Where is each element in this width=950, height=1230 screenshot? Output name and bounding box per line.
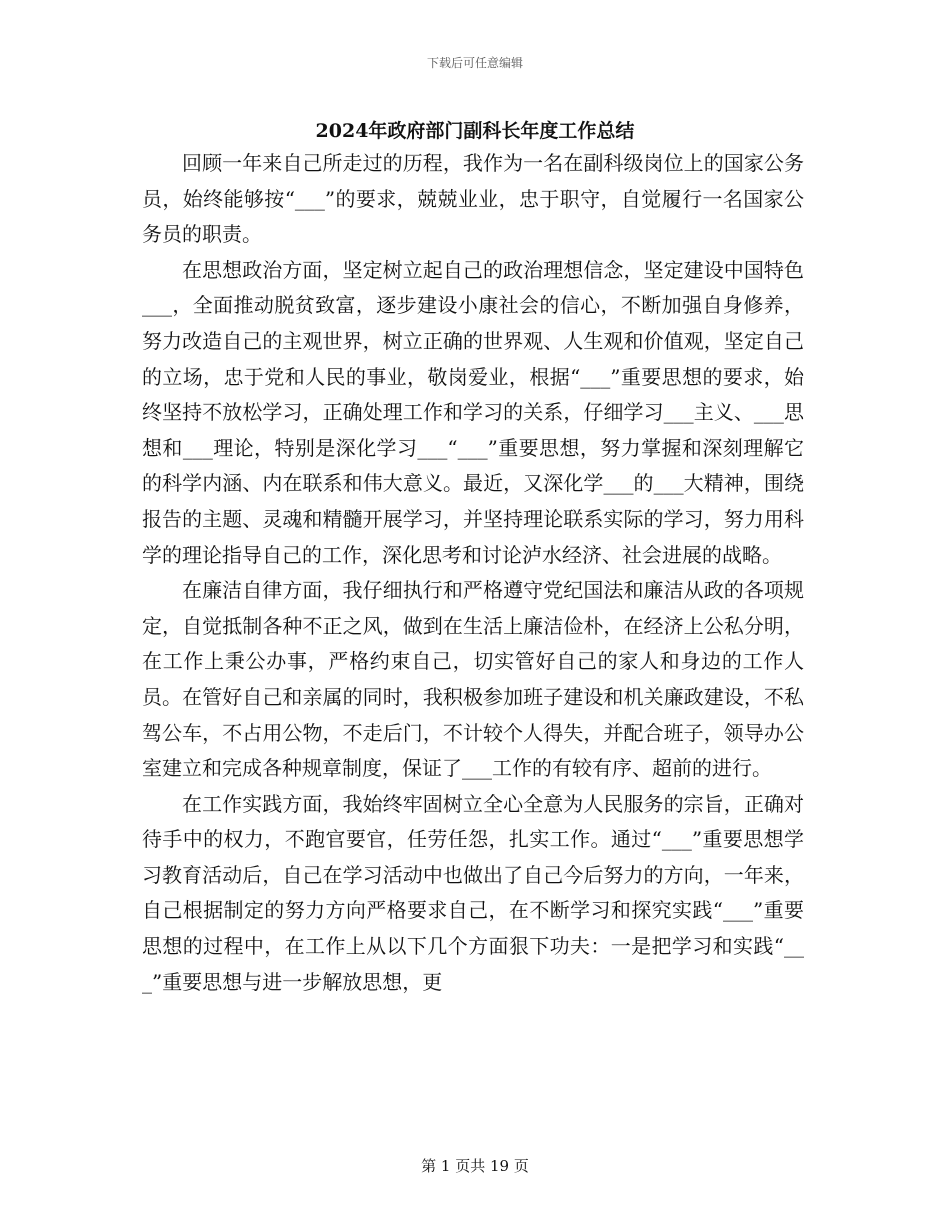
document-body [142, 146, 804, 1143]
paragraph-integrity: 在廉洁自律方面，我仔细执行和严格遵守党纪国法和廉洁从政的各项规定，自觉抵制各种不正之风，做到在生活上廉洁俭朴，在经济上公私分明，在工作上秉公办事，严格约束自己，切实管好自己的家人和身边的工作人员。在管好自己和亲属的同时，我积极参加班子建设和机关廉政建设，不私驾公车，不占用公物，不走后门，不计较个人得失，并配合班子，领导办公室建立和完成各种规章制度，保证了___工作的有较有序、超前的进行。 [142, 578, 804, 781]
paragraph-review: 回顾一年来自己所走过的历程，我作为一名在副科级岗位上的国家公务员，始终能够按“___”的要求，兢兢业业，忠于职守，自觉履行一名国家公务员的职责。 [142, 151, 804, 247]
paragraph-practice: 在工作实践方面，我始终牢固树立全心全意为人民服务的宗旨，正确对待手中的权力，不跑官要官，任劳任怨，扎实工作。通过“___”重要思想学习教育活动后，自己在学习活动中也做出了自己今后努力的方向，一年来，自己根据制定的努力方向严格要求自己，在不断学习和探究实践“___”重要思想的过程中，在工作上从以下几个方面狠下功夫：一是把学习和实践“___”重要思想与进一步解放思想，更 [142, 791, 804, 994]
page-number: 第 1 页共 19 页 [421, 1157, 529, 1175]
document-title: 2024年政府部门副科长年度工作总结 [315, 120, 635, 142]
paragraph-political: 在思想政治方面，坚定树立起自己的政治理想信念，坚定建设中国特色___，全面推动脱贫致富，逐步建设小康社会的信心，不断加强自身修养，努力改造自己的主观世界，树立正确的世界观、人生观和价值观，坚定自己的立场，忠于党和人民的事业，敬岗爱业，根据“___”重要思想的要求，始终坚持不放松学习，正确处理工作和学习的关系，仔细学习___主义、___思想和___理论，特别是深化学习___“___”重要思想，努力掌握和深刻理解它的科学内涵、内在联系和伟大意义。最近，又深化学___的___大精神，围绕报告的主题、灵魂和精髓开展学习，并坚持理论联系实际的学习，努力用科学的理论指导自己的工作，深化思考和讨论泸水经济、社会进展的战略。 [142, 257, 804, 567]
page-header-note: 下载后可任意编辑 [426, 56, 523, 70]
